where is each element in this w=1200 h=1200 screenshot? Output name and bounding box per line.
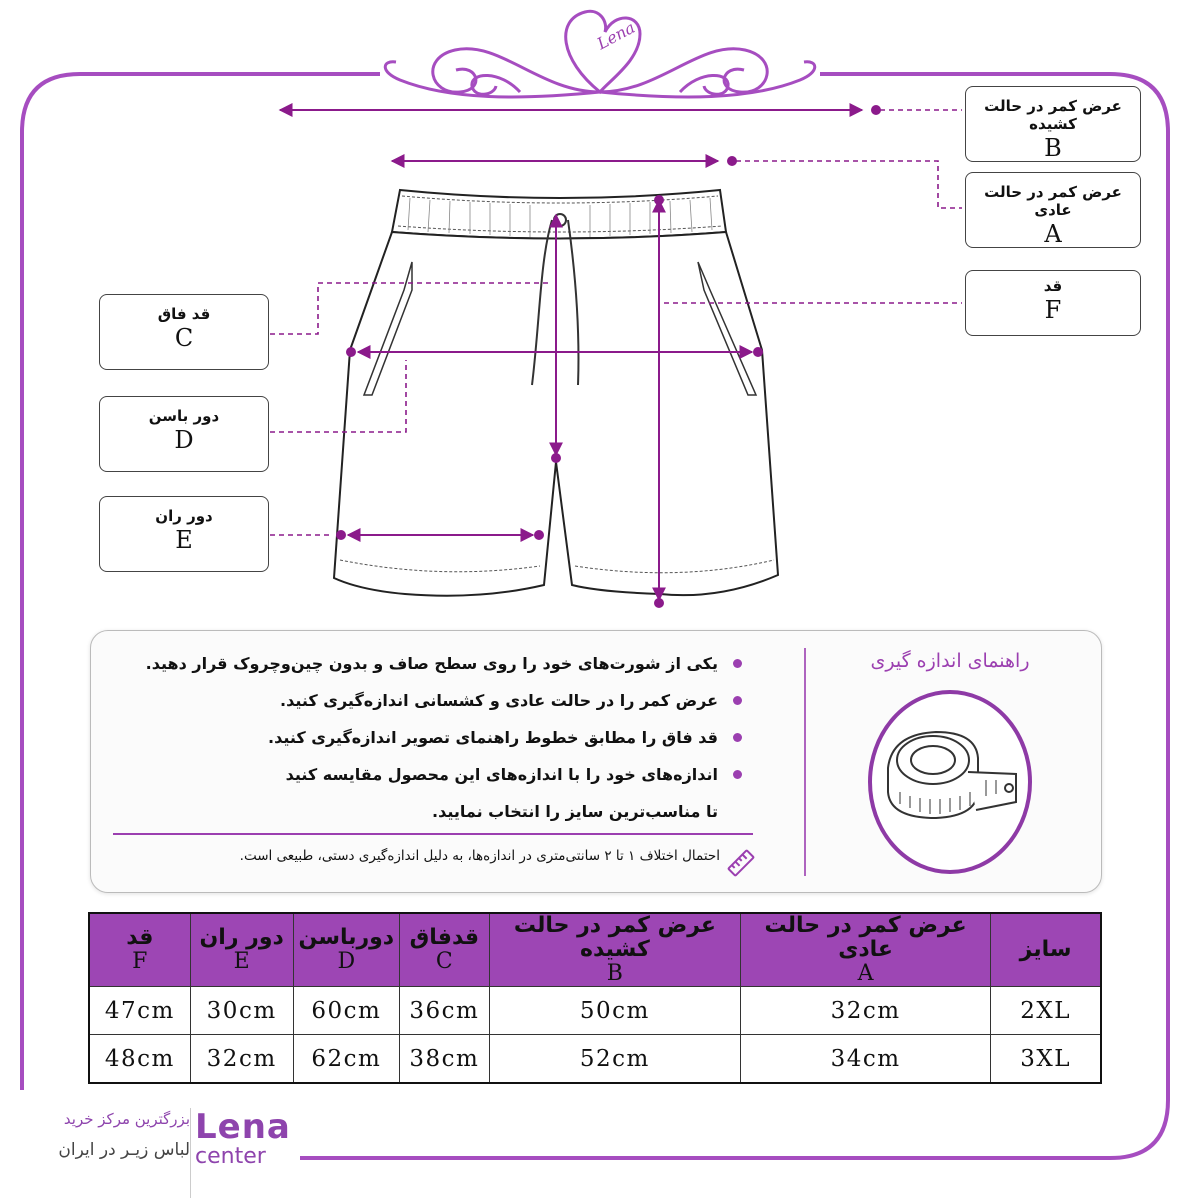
label-c-letter: C [174, 324, 194, 352]
label-e [99, 496, 269, 572]
label-f [965, 270, 1141, 336]
table-cell: 2XL [991, 987, 1101, 1035]
ruler-icon [726, 848, 756, 878]
label-a-text: عرض کمر در حالت عادی [984, 183, 1122, 219]
guide-bullets [145, 645, 750, 830]
table-cell: 32cm [740, 987, 990, 1035]
label-e-text: دور ران [155, 507, 213, 525]
label-b-letter: B [1044, 134, 1062, 162]
table-header-row [89, 913, 1101, 987]
label-b [965, 86, 1141, 162]
table-row [89, 1035, 1101, 1084]
size-table [88, 912, 1102, 1084]
guide-title: راهنمای اندازه گیری [870, 650, 1030, 672]
table-cell: 30cm [190, 987, 293, 1035]
brand-name: Lena [195, 1107, 291, 1147]
guide-note: احتمال اختلاف ۱ تا ۲ سانتی‌متری در اندازه‌ها، به دلیل اندازه‌گیری دستی، طبیعی است. [239, 848, 720, 864]
guide-bullet [150, 756, 750, 793]
table-header-cell: عرض کمر در حالت عادی A [740, 913, 990, 987]
brand-slogan-line2: لباس زیـر در ایران [58, 1140, 190, 1160]
table-header-cell: عرض کمر در حالت کشیده B [489, 913, 740, 987]
table-cell: 48cm [89, 1035, 190, 1084]
guide-bullet-text: یکی از شورت‌های خود را روی سطح صاف و بدون چین‌وچروک قرار دهید. [145, 654, 718, 673]
brand-logo [195, 1107, 291, 1169]
brand-slogan-line1: بزرگترین مرکز خرید [63, 1110, 190, 1128]
table-cell: 47cm [89, 987, 190, 1035]
label-d-letter: D [174, 426, 194, 454]
table-row [89, 987, 1101, 1035]
label-c [99, 294, 269, 370]
table-header-cell: دور ران E [190, 913, 293, 987]
label-a [965, 172, 1141, 248]
guide-bullet-text: اندازه‌های خود را با اندازه‌های این محصول مقایسه کنید [285, 765, 718, 784]
table-cell: 38cm [399, 1035, 489, 1084]
label-e-letter: E [175, 526, 193, 554]
label-d [99, 396, 269, 472]
guide-bullet-text: قد فاق را مطابق خطوط راهنمای تصویر اندازه‌گیری کنید. [268, 728, 718, 747]
table-header-cell: دورباسن D [293, 913, 399, 987]
table-cell: 52cm [489, 1035, 740, 1084]
guide-bullet-continuation: تا مناسب‌ترین سایز را انتخاب نمایید. [432, 802, 718, 821]
label-a-letter: A [1044, 220, 1062, 248]
label-f-text: قد [1043, 277, 1063, 295]
table-cell: 50cm [489, 987, 740, 1035]
table-cell: 32cm [190, 1035, 293, 1084]
table-header-cell: سایز [991, 913, 1101, 987]
brand-divider [190, 1108, 191, 1198]
table-header-cell: قدفاق C [399, 913, 489, 987]
label-f-letter: F [1044, 296, 1062, 324]
label-b-text: عرض کمر در حالت کشیده [984, 97, 1122, 133]
table-cell: 62cm [293, 1035, 399, 1084]
table-cell: 3XL [991, 1035, 1101, 1084]
logo-text: Lena [593, 17, 639, 54]
table-cell: 36cm [399, 987, 489, 1035]
guide-separator [113, 833, 753, 835]
guide-bullet-text: عرض کمر را در حالت عادی و کشسانی اندازه‌گیری کنید. [280, 691, 718, 710]
table-header-cell: قد F [89, 913, 190, 987]
brand-sub: center [195, 1144, 266, 1169]
table-cell: 34cm [740, 1035, 990, 1084]
guide-bullet [150, 682, 750, 719]
table-cell: 60cm [293, 987, 399, 1035]
guide-bullet [145, 645, 750, 682]
label-c-text: قد فاق [157, 305, 211, 323]
guide-divider [804, 648, 806, 876]
label-d-text: دور باسن [148, 407, 220, 425]
tape-measure-icon [866, 688, 1034, 876]
guide-bullet [150, 719, 750, 756]
